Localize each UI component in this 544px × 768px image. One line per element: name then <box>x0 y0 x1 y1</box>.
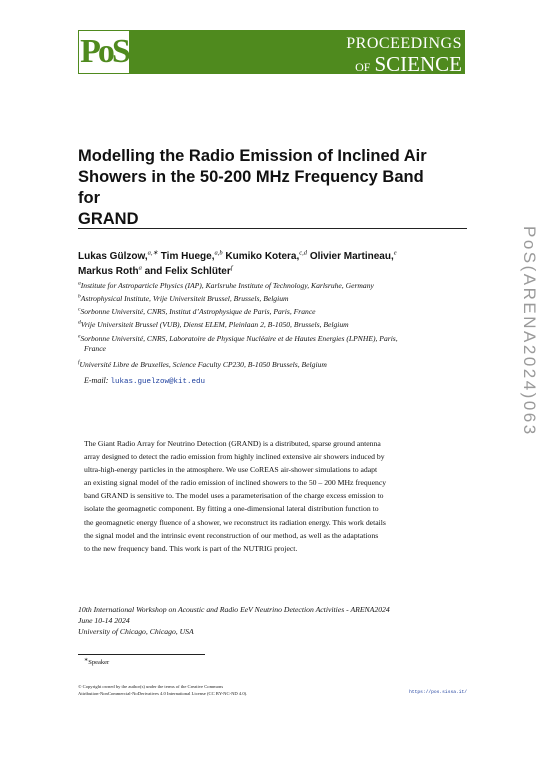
author-list <box>78 249 458 279</box>
footnote-sup: ∗ <box>84 657 89 663</box>
abstract-line: array designed to detect the radio emission from highly inclined extensive air showers induced by <box>84 452 385 462</box>
author-sup: f <box>230 264 233 272</box>
affiliation-sup: a <box>78 280 81 287</box>
affiliation-text: Vrije Universiteit Brussel (VUB), Dienst ELEM, Pleinlaan 2, B-1050, Brussels, Belgium <box>80 320 349 329</box>
affiliation-sup: f <box>78 359 80 366</box>
affiliation <box>78 360 468 370</box>
abstract-line: ultra-high-energy particles in the atmosphere. We use CoREAS air-shower simulations to adapt <box>84 465 378 475</box>
affiliation <box>78 294 468 304</box>
email-link[interactable]: lukas.guelzow@kit.edu <box>110 378 205 386</box>
publisher-name-line2 <box>310 52 462 77</box>
author-sup: a,∗ <box>147 249 158 257</box>
abstract <box>84 437 460 555</box>
abstract-line: an existing signal model of the radio emission of inclined showers to the 50 – 200 MHz frequency <box>84 478 387 488</box>
affiliation-text: Sorbonne Université, CNRS, Laboratoire de Physique Nucléaire et de Hautes Energies (LPNHE), Paris, <box>80 334 398 343</box>
pos-url-link[interactable]: https://pos.sissa.it/ <box>409 690 467 695</box>
affiliation <box>78 320 468 330</box>
author-line <box>78 264 458 279</box>
paper-title <box>78 146 448 230</box>
affiliation-text: Université Libre de Bruxelles, Science Faculty CP230, B-1050 Brussels, Belgium <box>79 360 327 369</box>
author-name: Markus Roth <box>78 266 139 277</box>
abstract-line: the geomagnetic energy fluence of a shower, we reconstruct its radiation energy. This work details <box>84 517 386 527</box>
conference-date: June 10-14 2024 <box>78 616 130 625</box>
pos-logo-text: PoS <box>80 33 128 70</box>
abstract-line: isolate the geomagnetic component. By fitting a one-dimensional lateral distribution function to <box>84 504 379 514</box>
publisher-science: SCIENCE <box>374 52 462 76</box>
affiliation <box>78 334 468 354</box>
abstract-line: band GRAND is sensitive to. The model uses a parameterisation of the charge excess emission to <box>84 491 384 501</box>
author-sup: a <box>138 264 142 272</box>
copyright-notice <box>78 683 378 697</box>
copyright-line: © Copyright owned by the author(s) under the terms of the Creative Commons <box>78 684 224 689</box>
abstract-line: The Giant Radio Array for Neutrino Detection (GRAND) is a distributed, sparse ground antenna <box>84 439 381 448</box>
affiliation <box>78 281 468 291</box>
conference-name: 10th International Workshop on Acoustic and Radio EeV Neutrino Detection Activities - ARENA2024 <box>78 605 390 614</box>
affiliation-text: Astrophysical Institute, Vrije Universiteit Brussel, Brussels, Belgium <box>80 294 289 303</box>
affiliation-text: Institute for Astroparticle Physics (IAP), Karlsruhe Institute of Technology, Karlsruhe, Germany <box>80 281 374 290</box>
publisher-name-line1: PROCEEDINGS <box>346 35 462 52</box>
title-line: GRAND <box>78 210 139 228</box>
affiliation-text: Sorbonne Université, CNRS, Institut d’Astrophysique de Paris, Paris, France <box>80 307 316 316</box>
pos-logo <box>78 30 130 74</box>
title-divider <box>78 228 467 229</box>
abstract-line: to the new frequency band. This work is part of the NUTRIG project. <box>84 543 298 553</box>
conference-info <box>78 604 468 637</box>
affiliation-text-cont: France <box>84 344 106 353</box>
affiliation <box>78 307 468 317</box>
author-sup: e <box>393 249 397 257</box>
author-line <box>78 249 458 264</box>
footnote <box>84 659 109 666</box>
author-name: Tim Huege, <box>160 251 215 262</box>
affiliation-sup: b <box>78 293 81 300</box>
side-identifier: PoS(ARENA2024)063 <box>520 226 539 437</box>
title-line: Modelling the Radio Emission of Inclined Air <box>78 147 427 165</box>
author-name: Kumiko Kotera, <box>225 251 300 262</box>
author-name: Lukas Gülzow, <box>78 251 148 262</box>
author-name: and Felix Schlüter <box>144 266 231 277</box>
footnote-text: Speaker <box>88 659 110 666</box>
abstract-line: the signal model and the intrinsic event reconstruction of our method, as well as the adaptations <box>84 530 379 540</box>
conference-venue: University of Chicago, Chicago, USA <box>78 627 194 636</box>
author-name: Olivier Martineau, <box>309 251 394 262</box>
email-line <box>84 376 205 386</box>
affiliation-sup: d <box>78 319 81 326</box>
author-sup: a,b <box>214 249 223 257</box>
affiliation-sup: e <box>78 333 81 340</box>
title-line: Showers in the 50-200 MHz Frequency Band for <box>78 168 424 207</box>
author-sup: c,d <box>299 249 308 257</box>
email-label: E-mail: <box>84 376 109 385</box>
footnote-divider <box>78 654 205 655</box>
publisher-of: OF <box>355 60 371 74</box>
affiliation-sup: c <box>78 306 81 313</box>
copyright-line: Attribution-NonCommercial-NoDerivatives 4.0 International License (CC BY-NC-ND 4.0). <box>78 691 248 696</box>
